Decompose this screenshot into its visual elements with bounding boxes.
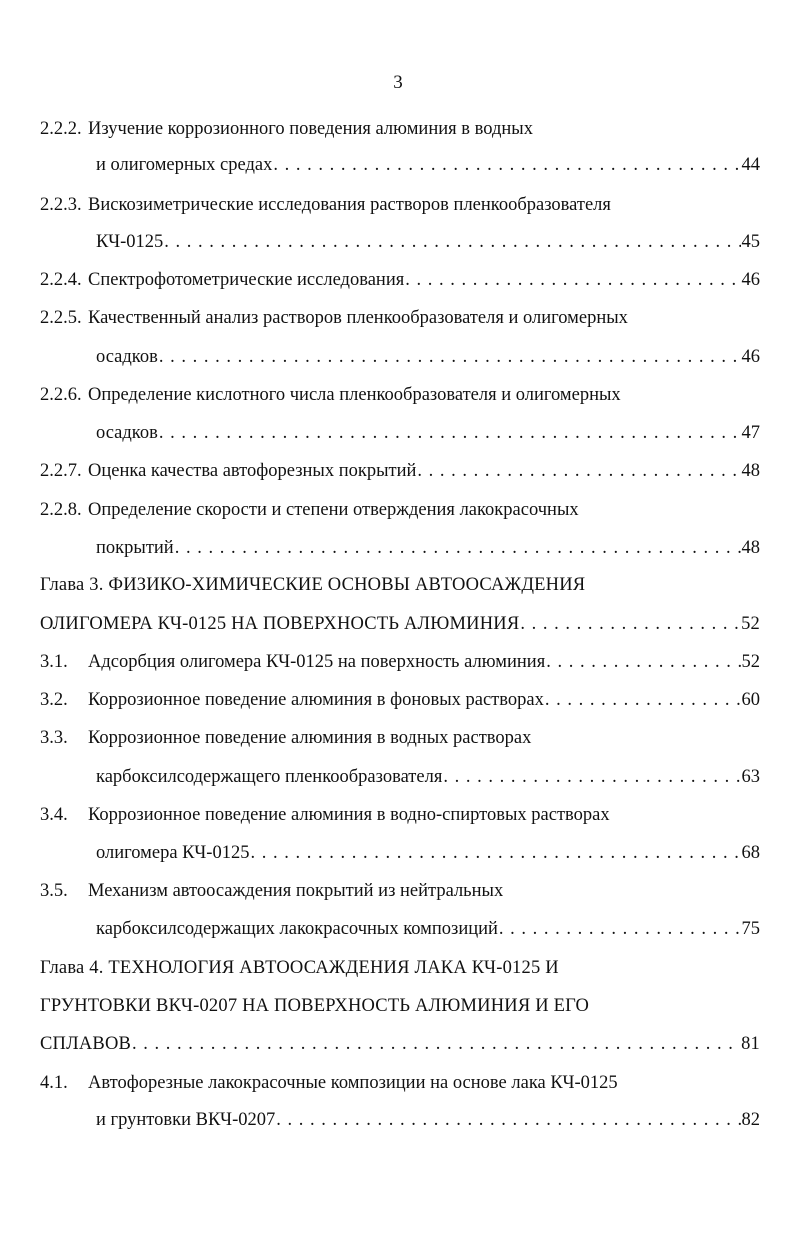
toc-entry-number: 2.2.6. [40, 385, 82, 405]
toc-entry-number: 2.2.8. [40, 500, 82, 520]
toc-entry-text: Определение скорости и степени отверждения лакокрасочных [88, 500, 579, 520]
toc-entry-title [40, 116, 533, 142]
toc-page-number: 46 [741, 347, 760, 367]
toc-entry-text: Коррозионное поведение алюминия в водных растворах [88, 728, 532, 748]
toc-entry-title [40, 1070, 618, 1096]
toc-entry-number: 3.5. [40, 881, 68, 901]
toc-entry-number: 3.2. [40, 690, 68, 710]
toc-entry-text: карбоксилсодержащего пленкообразователя [96, 767, 443, 787]
toc-page-number: 48 [741, 538, 760, 558]
leader-dots [276, 1107, 740, 1133]
chapter-title: Глава 3. ФИЗИКО-ХИМИЧЕСКИЕ ОСНОВЫ АВТООСАЖДЕНИЯ [40, 575, 586, 595]
toc-page-number: 75 [741, 919, 760, 939]
leader-dots [132, 1031, 740, 1057]
toc-entry-title [40, 458, 760, 484]
leader-dots [273, 152, 740, 178]
toc-entry-text: осадков [96, 347, 158, 367]
toc-entry-text: Определение кислотного числа пленкообразователя и олигомерных [88, 385, 621, 405]
toc-entry-continuation [96, 420, 760, 446]
toc-page-number: 81 [741, 1034, 760, 1054]
toc-entry-title [40, 725, 531, 751]
toc-entry-text: и грунтовки ВКЧ-0207 [96, 1110, 276, 1130]
toc-entry-number: 2.2.3. [40, 195, 82, 215]
toc-entry-text: Оценка качества автофорезных покрытий [88, 461, 417, 481]
toc-entry-text: Автофорезные лакокрасочные композиции на основе лака КЧ-0125 [88, 1073, 618, 1093]
chapter-title-continuation [40, 1031, 760, 1057]
toc-entry-text: Спектрофотометрические исследования [88, 270, 405, 290]
toc-entry-continuation [96, 840, 760, 866]
toc-page-number: 68 [741, 843, 760, 863]
toc-entry-text: Коррозионное поведение алюминия в фоновых растворах [88, 690, 544, 710]
toc-entry-text: олигомера КЧ-0125 [96, 843, 250, 863]
leader-dots [164, 229, 740, 255]
toc-entry-text: Механизм автоосаждения покрытий из нейтральных [88, 881, 504, 901]
toc-entry-title [40, 192, 611, 218]
toc-entry-number: 3.4. [40, 805, 68, 825]
toc-entry-number: 3.3. [40, 728, 68, 748]
toc-entry-continuation [96, 1107, 760, 1133]
leader-dots [499, 916, 741, 942]
toc-entry-continuation [96, 916, 760, 942]
toc-entry-text: Вискозиметрические исследования растворов пленкообразователя [88, 195, 611, 215]
toc-entry-text: покрытий [96, 538, 174, 558]
toc-entry-number: 3.1. [40, 652, 68, 672]
leader-dots [443, 764, 740, 790]
toc-entry-number: 2.2.4. [40, 270, 82, 290]
toc-entry-continuation [96, 535, 760, 561]
toc-entry-text: карбоксилсодержащих лакокрасочных композиций [96, 919, 498, 939]
toc-entry-title [40, 649, 760, 675]
toc-page-number: 63 [741, 767, 760, 787]
toc-entry-continuation [96, 344, 760, 370]
leader-dots [159, 420, 741, 446]
toc-entry-title [40, 497, 579, 523]
leader-dots [250, 840, 740, 866]
toc-page-number: 45 [741, 232, 760, 252]
toc-entry-number: 2.2.7. [40, 461, 82, 481]
toc-entry-title [40, 267, 760, 293]
toc-entry-continuation [96, 229, 760, 255]
chapter-title: Глава 4. ТЕХНОЛОГИЯ АВТООСАЖДЕНИЯ ЛАКА КЧ-0125 И [40, 958, 559, 978]
chapter-title-continuation [40, 611, 760, 637]
toc-entry-number: 2.2.5. [40, 308, 82, 328]
toc-entry-title [40, 687, 760, 713]
toc-entry-text: Адсорбция олигомера КЧ-0125 на поверхность алюминия [88, 652, 546, 672]
toc-page-number: 60 [741, 690, 760, 710]
leader-dots [159, 344, 741, 370]
leader-dots [520, 611, 740, 637]
toc-entry-text: Изучение коррозионного поведения алюминия в водных [88, 119, 533, 139]
toc-page-number: 46 [741, 270, 760, 290]
toc-entry-title [40, 382, 621, 408]
toc-entry-text: КЧ-0125 [96, 232, 164, 252]
leader-dots [175, 535, 741, 561]
toc-page-number: 82 [741, 1110, 760, 1130]
toc-entry-text: Качественный анализ растворов пленкообразователя и олигомерных [88, 308, 628, 328]
toc-entry-text: и олигомерных средах [96, 155, 273, 175]
page-number: 3 [393, 72, 403, 93]
leader-dots [417, 458, 740, 484]
chapter-title-continuation: ГРУНТОВКИ ВКЧ-0207 НА ПОВЕРХНОСТЬ АЛЮМИНИЯ И ЕГО [40, 996, 590, 1016]
toc-page-number: 47 [741, 423, 760, 443]
toc-entry-number: 2.2.2. [40, 119, 82, 139]
toc-entry-text: осадков [96, 423, 158, 443]
toc-page-number: 52 [741, 652, 760, 672]
toc-entry-number: 4.1. [40, 1073, 68, 1093]
leader-dots [545, 687, 741, 713]
toc-entry-continuation [96, 152, 760, 178]
toc-entry-title [40, 802, 610, 828]
leader-dots [405, 267, 740, 293]
toc-entry-continuation [96, 764, 760, 790]
toc-entry-text: СПЛАВОВ [40, 1034, 132, 1054]
toc-entry-title [40, 878, 503, 904]
leader-dots [546, 649, 740, 675]
toc-entry-title [40, 305, 628, 331]
toc-entry-text: Коррозионное поведение алюминия в водно-спиртовых растворах [88, 805, 610, 825]
toc-page-number: 44 [741, 155, 760, 175]
toc-page-number: 48 [741, 461, 760, 481]
toc-page-number: 52 [741, 614, 760, 634]
toc-entry-text: ОЛИГОМЕРА КЧ-0125 НА ПОВЕРХНОСТЬ АЛЮМИНИЯ [40, 614, 520, 634]
